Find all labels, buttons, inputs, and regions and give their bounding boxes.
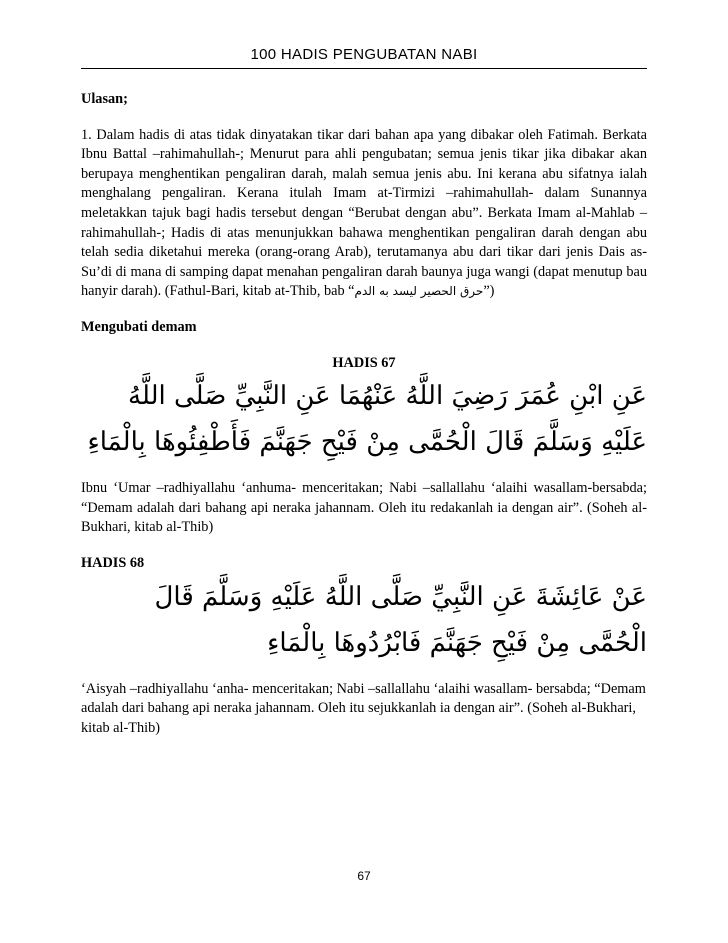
ulasan-arabic-chapter: حرق الحصير ليسد به الدم (354, 284, 484, 299)
hadis-67-translation: Ibnu ‘Umar –radhiyallahu ‘anhuma- menceritakan; Nabi –sallallahu ‘alaihi wasallam-bersabda; “Demam adalah dari bahang api neraka jahannam. Oleh itu redakanlah ia dengan air”. (Soheh al-Bukhari, kitab al-Thib) (81, 480, 647, 536)
hadis-68-heading: HADIS 68 (81, 554, 145, 571)
hadis-67-heading: HADIS 67 (332, 354, 396, 371)
ulasan-paragraph (81, 126, 647, 302)
hadis-68-translation: ‘Aisyah –radhiyallahu ‘anha- menceritakan; Nabi –sallallahu ‘alaihi wasallam- bersabda; “Demam adalah dari bahang api neraka jahannam. Oleh itu sejukkanlah ia dengan air”. (Soheh al-Bukhari, kitab al-Thib) (81, 680, 646, 736)
hadis-67-arabic: عَنِ ابْنِ عُمَرَ رَضِيَ اللَّهُ عَنْهُمَا عَنِ النَّبِيِّ صَلَّى اللَّهُ عَلَيْهِ وَسَلَّمَ قَالَ الْحُمَّى مِنْ فَيْحِ جَهَنَّمَ فَأَطْفِئُوهَا بِالْمَاءِ (87, 381, 647, 458)
running-title: 100 HADIS PENGUBATAN NABI (250, 46, 478, 63)
hadis-68-arabic: عَنْ عَائِشَةَ عَنِ النَّبِيِّ صَلَّى اللَّهُ عَلَيْهِ وَسَلَّمَ قَالَ الْحُمَّى مِنْ فَيْحِ جَهَنَّمَ فَابْرُدُوهَا بِالْمَاءِ (154, 581, 647, 658)
ulasan-heading: Ulasan; (81, 91, 128, 107)
ulasan-text-end: ”) (483, 283, 495, 300)
page-number: 67 (357, 869, 371, 883)
ulasan-text: 1. Dalam hadis di atas tidak dinyatakan tikar dari bahan apa yang dibakar oleh Fatimah. Berkata Ibnu Battal –rahimahullah-; Menurut para ahli pengubatan; semua jenis tikar jika dibakar akan berupaya menghentikan pengaliran darah, malah semua jenis abu. Ini kerana abu sifatnya ialah menghalang pengaliran. Kerana itulah Imam at-Tirmizi –rahimahullah- dalam Sunannya meletakkan tajuk bagi hadis tersebut dengan “Berubat dengan abu”. Berkata Imam al-Mahlab –rahimahullah-; Hadis di atas menunjukkan bahawa menghentikan pengaliran darah dengan abu telah sedia diketahui mereka (orang-orang Arab), terutamanya abu dari tikar dari jenis Dais as-Su’di di mana di samping dapat menahan pengaliran darah baunya juga wangi (dapat menutup bau hanyir darah). (Fathul-Bari, kitab at-Thib, bab “ (81, 126, 647, 300)
page-content (81, 90, 647, 738)
header-rule (81, 68, 647, 69)
topic-heading: Mengubati demam (81, 318, 197, 335)
